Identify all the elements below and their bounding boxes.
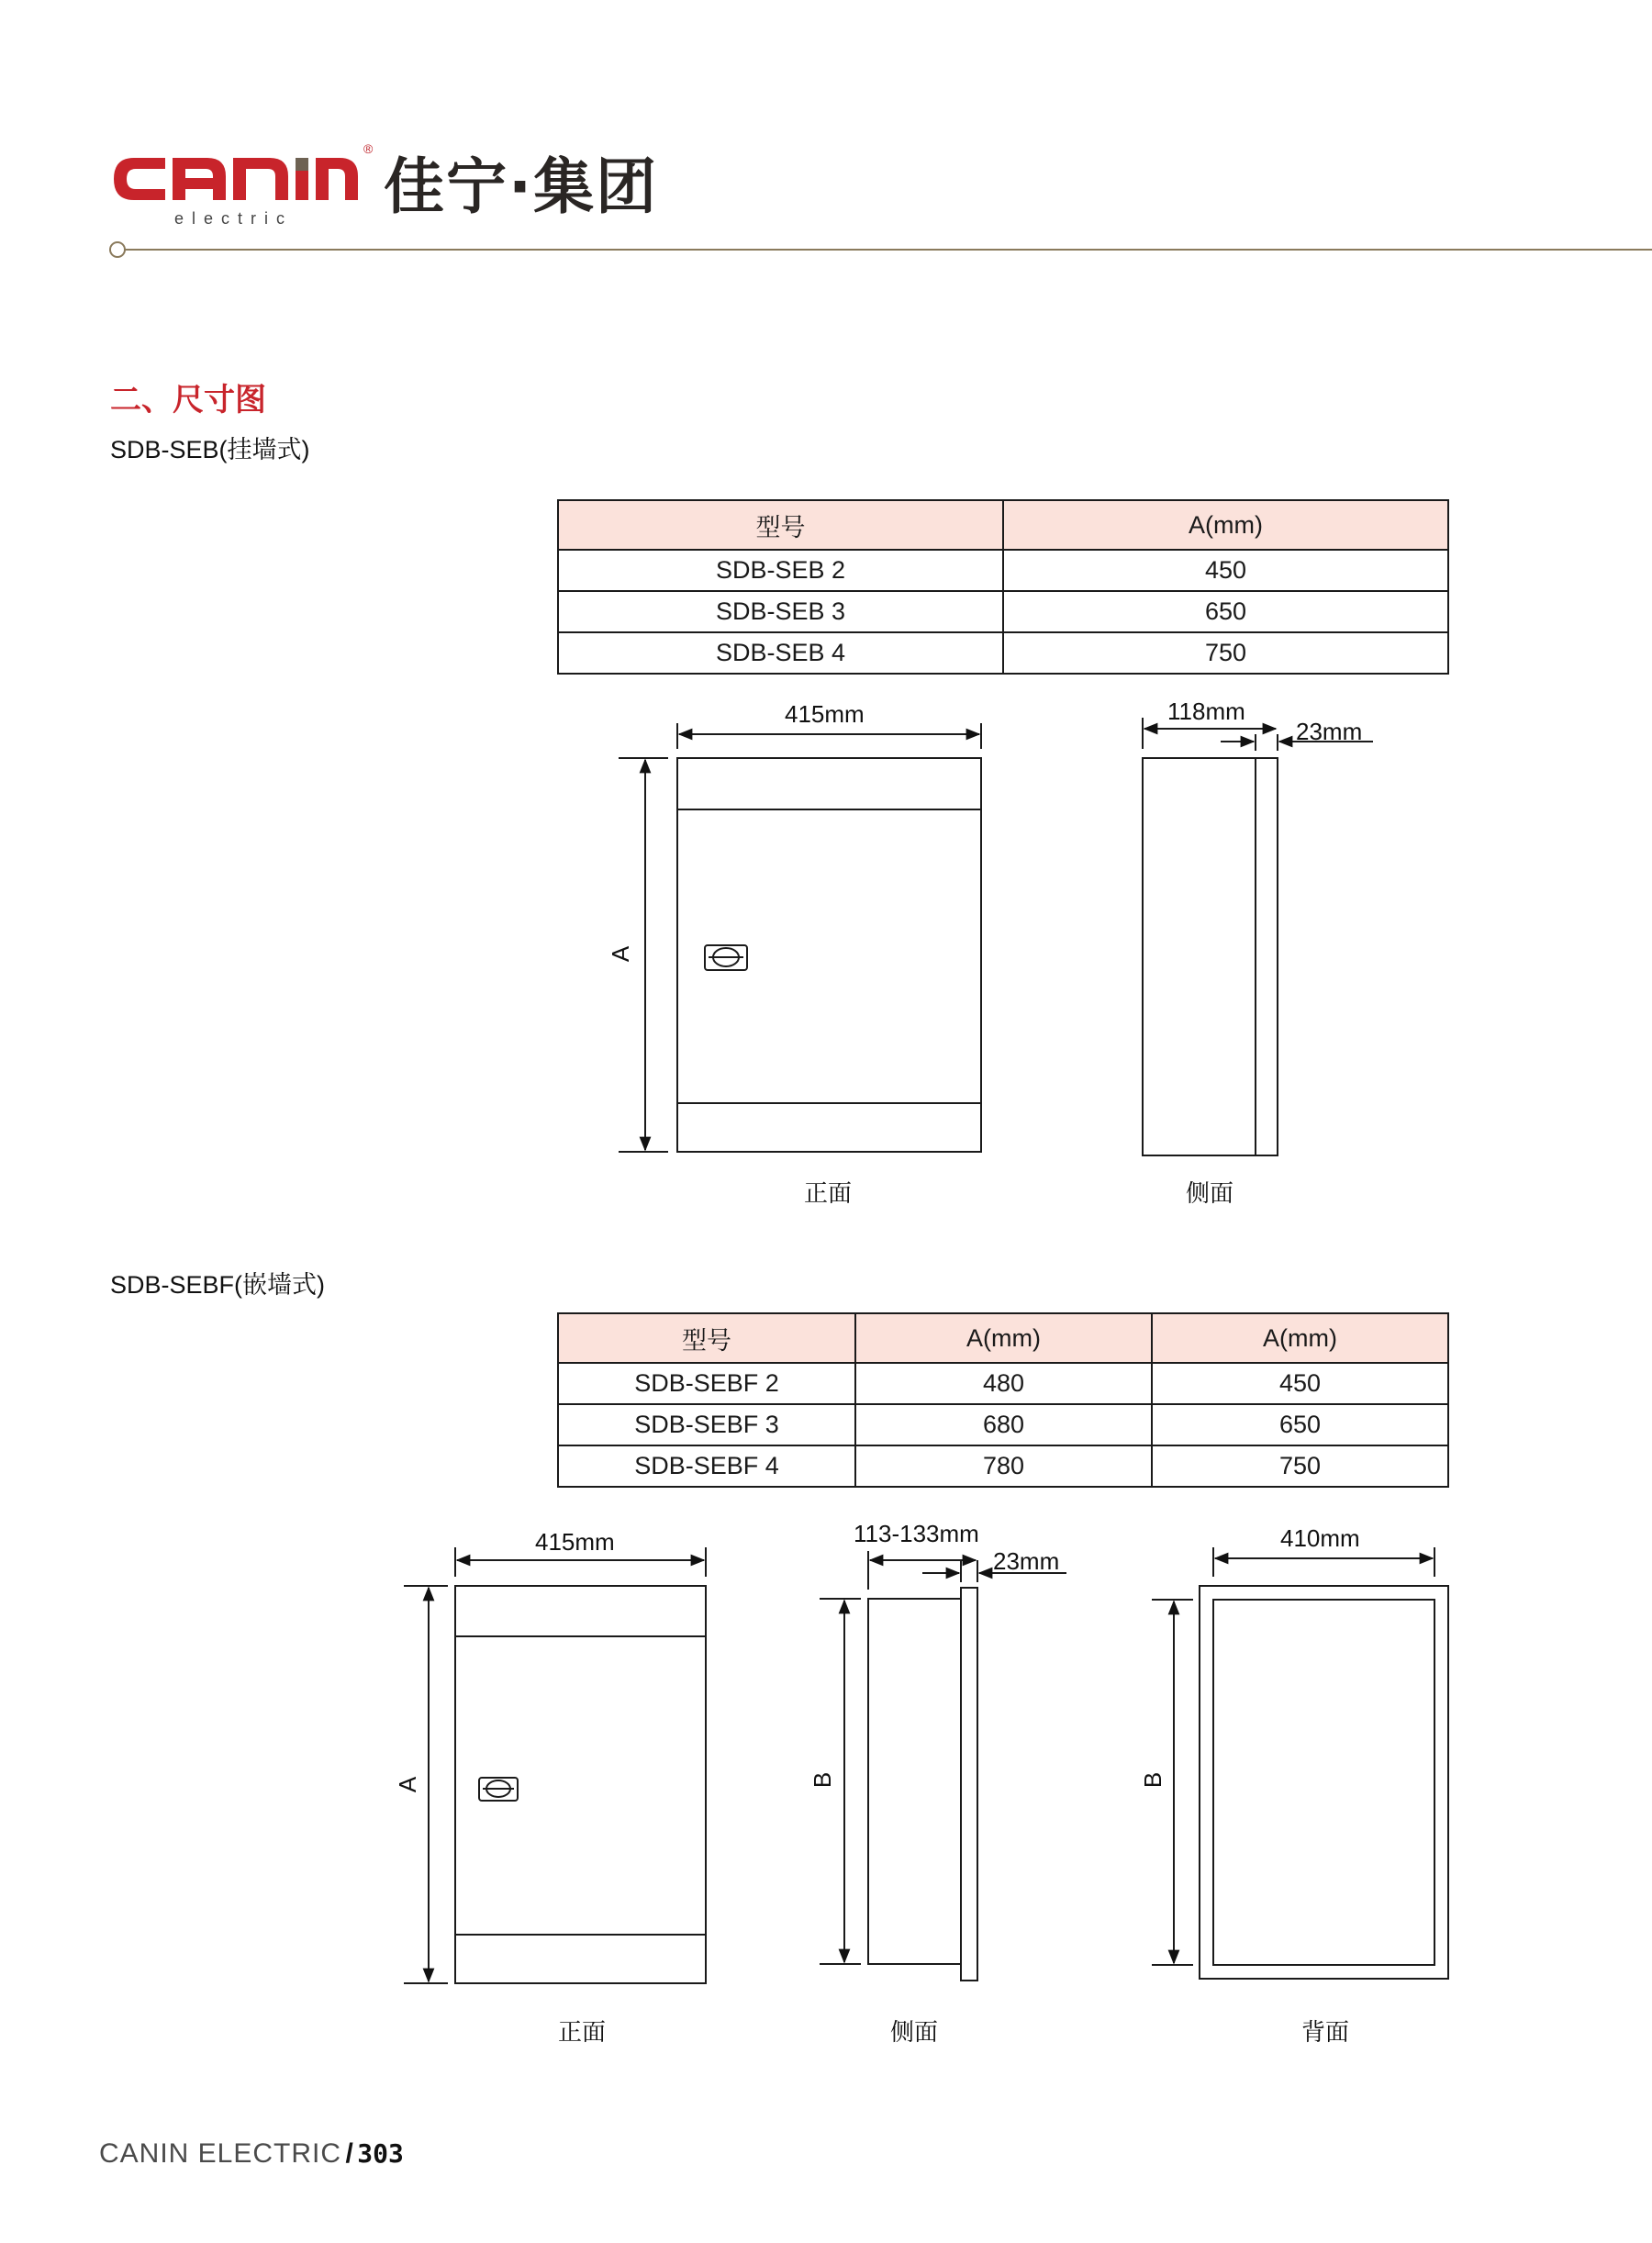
flush-side-view <box>820 1551 1066 1981</box>
value-cell: 680 <box>855 1404 1152 1445</box>
wall-side-door-label: 23mm <box>1296 718 1363 745</box>
value-cell: 750 <box>1152 1445 1448 1487</box>
column-header: 型号 <box>558 1313 855 1363</box>
wall-mounted-subtitle: SDB-SEB(挂墙式) <box>110 436 310 463</box>
model-cell: SDB-SEBF 3 <box>558 1404 855 1445</box>
column-header: A(mm) <box>1152 1313 1448 1363</box>
wall-side-view <box>1143 718 1373 1155</box>
flush-side-door-label: 23mm <box>993 1547 1060 1575</box>
value-cell: 480 <box>855 1363 1152 1404</box>
flush-front-caption: 正面 <box>558 2019 607 2047</box>
column-header: A(mm) <box>1003 500 1448 550</box>
flush-front-width-label: 415mm <box>535 1528 615 1556</box>
model-cell: SDB-SEBF 4 <box>558 1445 855 1487</box>
flush-side-depth-label: 113-133mm <box>854 1520 979 1547</box>
section-title: 二、尺寸图 <box>110 382 266 418</box>
wall-front-caption: 正面 <box>804 1180 853 1208</box>
company-name: 佳宁·集团 <box>384 151 659 222</box>
table-row <box>558 1404 1448 1445</box>
flush-mounted-spec-table <box>557 1312 1449 1488</box>
logo-subtitle: electric <box>174 209 294 228</box>
flush-front-height-label: A <box>394 1776 422 1793</box>
value-cell: 450 <box>1003 550 1448 591</box>
value-cell: 650 <box>1003 591 1448 632</box>
registered-mark: ® <box>363 141 374 156</box>
flush-side-caption: 侧面 <box>890 2019 939 2047</box>
footer <box>99 2138 404 2170</box>
lock-icon <box>705 945 747 970</box>
column-header: A(mm) <box>855 1313 1152 1363</box>
flush-mounted-subtitle: SDB-SEBF(嵌墙式) <box>110 1271 326 1299</box>
wall-side-caption: 侧面 <box>1186 1180 1234 1208</box>
wall-front-height-label: A <box>607 945 635 963</box>
value-cell: 650 <box>1152 1404 1448 1445</box>
footer-separator: / <box>345 2138 353 2169</box>
flush-back-view <box>1152 1547 1448 1979</box>
table-header-row <box>558 1313 1448 1363</box>
flush-back-width-label: 410mm <box>1280 1524 1360 1552</box>
flush-front-view <box>404 1547 706 1983</box>
column-header: 型号 <box>558 500 1003 550</box>
table-row <box>558 1363 1448 1404</box>
flush-back-caption: 背面 <box>1301 2019 1350 2047</box>
flush-back-height-label: B <box>1139 1771 1167 1789</box>
flush-side-height-label: B <box>809 1771 837 1789</box>
footer-brand: CANIN ELECTRIC <box>99 2138 342 2169</box>
value-cell: 750 <box>1003 632 1448 674</box>
value-cell: 780 <box>855 1445 1152 1487</box>
model-cell: SDB-SEB 3 <box>558 591 1003 632</box>
value-cell: 450 <box>1152 1363 1448 1404</box>
table-row <box>558 1445 1448 1487</box>
wall-front-view <box>619 723 981 1152</box>
wall-side-depth-label: 118mm <box>1167 697 1245 725</box>
model-cell: SDB-SEB 4 <box>558 632 1003 674</box>
model-cell: SDB-SEBF 2 <box>558 1363 855 1404</box>
page-number: 303 <box>357 2138 404 2169</box>
wall-front-width-label: 415mm <box>785 700 865 728</box>
lock-icon <box>479 1778 518 1801</box>
model-cell: SDB-SEB 2 <box>558 550 1003 591</box>
